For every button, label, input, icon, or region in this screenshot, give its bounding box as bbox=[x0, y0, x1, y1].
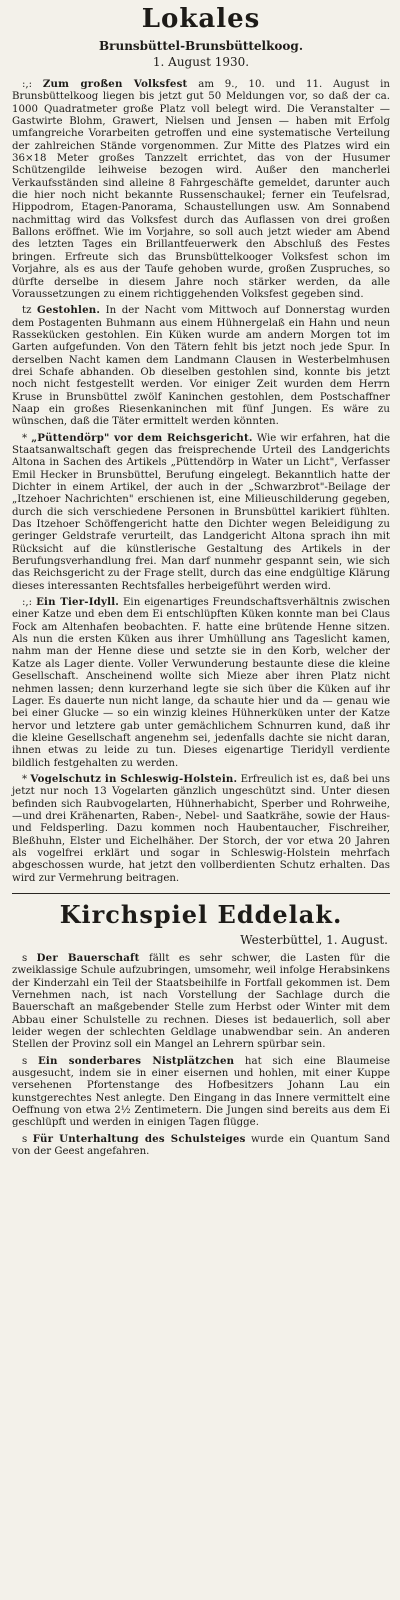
article-lead: Zum großen Volksfest bbox=[42, 78, 188, 90]
article-prefix: s bbox=[22, 1133, 33, 1145]
article-reichsgericht bbox=[12, 432, 390, 593]
section-divider bbox=[12, 893, 390, 894]
article-nistplaetzchen bbox=[12, 1055, 390, 1130]
article-prefix: :,: bbox=[22, 79, 43, 90]
article-body: hat sich eine Blaumeise ausgesucht, indem sie in einer eisernen und hohlen, mit einer Kuppe versehenen Pfortenstange des Hofbesitzers Johann Lau ein kunstgerechtes Nest anlegte. Den Eingang in das Innere vermittelt eine Oeffnung von etwa 2½ Zentimetern. Die Jungen sind bereits aus dem Ei geschlüpft und werden in einigen Tagen flügge. bbox=[12, 1055, 390, 1129]
article-bauerschaft bbox=[12, 952, 390, 1052]
page-title: Lokales bbox=[141, 4, 261, 34]
article-body: Wie wir erfahren, hat die Staatsanwaltschaft gegen das freisprechende Urteil des Landgerichts Altona in Sachen des Artikels „Püttendörp in Water un Licht", Verfasser Emil Hecker in Brunsbüttel, Berufung eingelegt. Bekanntlich hatte der Dichter in einem Artikel, der auch in der „Schwarzbrot"-Beilage der „Itzehoer Nachrichten" erschienen ist, eine Milieuschilderung gegeben, durch die sich verschiedene Personen in Brunsbüttel karikiert fühlten. Das Itzehoer Schöffengericht hatte den Dichter wegen Beleidigung zu geringer Geldstrafe verurteilt, das Landgericht Altona sprach ihn mit Rücksicht auf die künstlerische Gestaltung des Artikels in der Berufungsverhandlung frei. Man darf nunmehr gespannt sein, wie sich das Reichsgericht zu der Frage stellt, durch das eine endgültige Klärung dieses interessanten Rechtsfalles herbeigeführt werden wird. bbox=[12, 432, 391, 592]
article-prefix: s bbox=[22, 953, 37, 964]
article-body: In der Nacht vom Mittwoch auf Donnerstag wurden dem Postagenten Buhmann aus einem Hühnergelaß ein Hahn und neun Rassekücken gestohlen. Ein Küken wurde am andern Morgen tot im Garten aufgefunden. Von den Tätern fehlt bis jetzt noch jede Spur. In derselben Nacht kamen dem Landmann Clausen in Westerbelmhusen drei Schafe abhanden. Ob dieselben gestohlen sind, konnte bis jetzt noch nicht festgestellt werden. Vor einiger Zeit wurden dem Herrn Kruse in Brunsbüttel zwölf Kaninchen gestohlen, dem Postschaffner Naap ein großes Riesenkaninchen mit fünf Jungen. Es wäre zu wünschen, daß die Täter ermittelt werden könnten. bbox=[12, 305, 391, 428]
article-lead: Ein Tier-Idyll. bbox=[36, 596, 120, 609]
article-lead: Der Bauerschaft bbox=[36, 952, 140, 964]
date-heading: 1. August 1930. bbox=[152, 55, 250, 69]
section-article-list bbox=[12, 952, 390, 1159]
article-gestohlen bbox=[12, 304, 390, 428]
article-tier-idyll bbox=[12, 596, 390, 770]
article-prefix: s bbox=[22, 1055, 38, 1067]
section-dateline: Westerbüttel, 1. August. bbox=[240, 933, 388, 947]
article-lead: Gestohlen. bbox=[36, 304, 101, 317]
article-prefix: tz bbox=[22, 305, 37, 317]
article-prefix: * bbox=[22, 773, 31, 785]
article-lead: „Püttendörp" vor dem Reichsgericht. bbox=[31, 431, 253, 444]
article-body: Erfreulich ist es, daß bei uns jetzt nur noch 13 Vogelarten gänzlich ungeschützt sind. Unter diesen befinden sich Raubvogelarten, Hühnerhabicht, Sperber und Rohrweihe, —und drei Krähenarten, Raben-, Nebel- und Saatkrähe, sowie der Haus- und Feldsperling. Dazu kommen noch Haubentaucher, Fischreiher, Bleßhuhn, Elster und Eichelhäher. Der Storch, der vor etwa 20 Jahren als vogelfrei erklärt und sogar in Schleswig-Holstein mehrfach abgeschossen wurde, hat jetzt den vollberdienten Schutz erhalten. Das wird zur Vermehrung beitragen. bbox=[12, 773, 391, 884]
article-schulsteig bbox=[12, 1133, 390, 1159]
article-body: Ein eigenartiges Freundschaftsverhältnis zwischen einer Katze und eben dem Ei entschlüpften Küken konnte man bei Claus Fock am Altenhafen beobachten. F. hatte eine brütende Henne sitzen. Als nun die ersten Küken aus ihrer Umhüllung ans Tageslicht kamen, nahm man der Henne diese und setzte sie in den Korb, welcher der Katze als Lager diente. Voller Verwunderung bestaunte diese die kleine Gesellschaft. Anscheinend wollte sich Mieze aber ihren Platz nicht nehmen lassen; denn kurzerhand legte sie sich über die Küken auf ihr Lager. Es dauerte nun nicht lange, da schaute hier und da — genau wie bei einer Glucke — so ein winzig kleines Hühnerküken unter der Katze hervor und letztere gab unter gemächlichem Schnurren kund, daß ihr die kleine Gesellschaft angenehm sei, jedenfalls dachte sie nicht daran, ihnen etwas zu leide zu tun. Dieses eigenartige Tieridyll verdiente bildlich festgehalten zu werden. bbox=[12, 597, 391, 769]
article-list bbox=[12, 78, 390, 885]
article-body: fällt es sehr schwer, die Lasten für die zweiklassige Schule aufzubringen, umsomehr, weil infolge Herabsinkens der Kinderzahl ein Teil der Staatsbeihilfe in Fortfall gekommen ist. Dem Vernehmen nach, ist nach Vorstellung der Sachlage durch die Bauerschaft an maßgebender Stelle zum Herbst oder Winter mit dem Abbau einer Schulstelle zu rechnen. Dieses ist bedauerlich, soll aber leider wegen der schlechten Geldlage unabwendbar sein. An anderen Stellen der Provinz soll ein Mangel an Lehrern spürbar sein. bbox=[12, 953, 391, 1051]
section-title: Kirchspiel Eddelak. bbox=[59, 900, 343, 929]
article-body: am 9., 10. und 11. August in Brunsbüttelkoog liegen bis jetzt gut 50 Meldungen vor, so daß der ca. 1000 Quadratmeter große Platz voll belegt wird. Die Veranstalter — Gastwirte Blohm, Grawert, Nielsen und Jensen — haben mit Erfolg umfangreiche Vorarbeiten getroffen und eine systematische Verteilung der zahlreichen Stände vorgenommen. Zur Mitte des Platzes wird ein 36×18 Meter großes Tanzzelt errichtet, das von der Husumer Schützengilde leihweise bezogen wird. Außer den mancherlei Verkaufsständen sind alleine 8 Fahrgeschäfte gemeldet, darunter auch die hier noch nicht bekannte Russenschaukel; ferner ein Teufelsrad, Hippodrom, Etagen-Panorama, Schaustellungen usw. Am Sonnabend nachmittag wird das Volksfest durch das Auflassen von drei großen Ballons eröffnet. Wie im Vorjahre, so soll auch jetzt wieder am Abend des letzten Tages ein Brillantfeuerwerk den Abschluß des Festes bringen. Erfreute sich das Brunsbüttelkooger Volksfest schon im Vorjahre, als es aus der Taufe gehoben wurde, großen Zuspruches, so dürfte derselbe in diesem Jahre noch stärker werden, da alle Voraussetzungen zu einem richtiggehenden Volksfest gegeben sind. bbox=[12, 79, 390, 300]
article-lead: Vogelschutz in Schleswig-Holstein. bbox=[30, 772, 238, 785]
article-prefix: * bbox=[22, 432, 32, 444]
article-lead: Für Unterhaltung des Schulsteiges bbox=[32, 1132, 246, 1145]
article-prefix: :,: bbox=[22, 597, 37, 609]
article-vogelschutz bbox=[12, 773, 390, 885]
article-lead: Ein sonderbares Nistplätzchen bbox=[37, 1054, 235, 1067]
article-body: wurde ein Quantum Sand von der Geest angefahren. bbox=[12, 1133, 390, 1158]
place-heading: Brunsbüttel-Brunsbüttelkoog. bbox=[99, 39, 303, 53]
article-volksfest bbox=[12, 78, 390, 301]
